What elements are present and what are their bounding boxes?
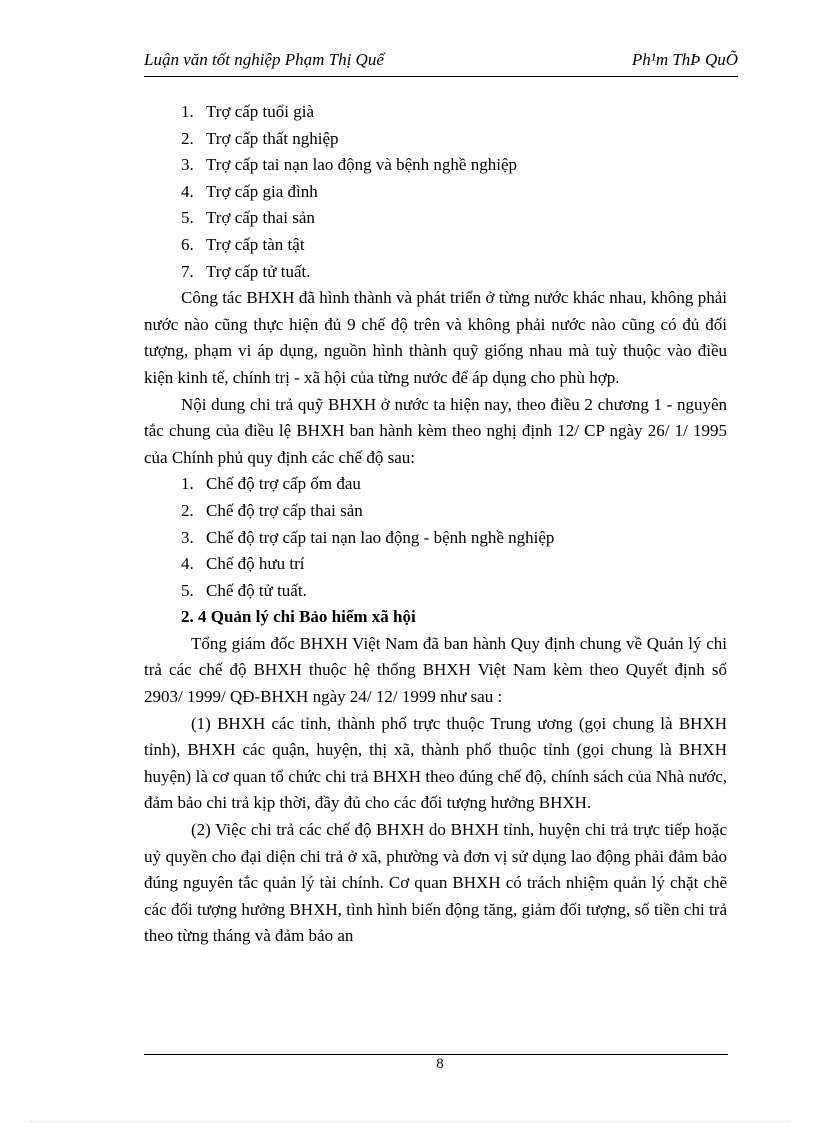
- paragraph: (1) BHXH các tỉnh, thành phố trực thuộc Trung ương (gọi chung là BHXH tỉnh), BHXH các quận, huyện, thị xã, thành phố thuộc tỉnh (gọi chung là BHXH huyện) là cơ quan tổ chức chi trả BHXH theo đúng chế độ, chính sách của Nhà nước, đảm bảo chi trả kịp thời, đầy đủ cho các đối tượng hưởng BHXH.: [144, 713, 727, 813]
- page-header: [144, 50, 738, 77]
- page-number: 8: [436, 1056, 444, 1072]
- list-item: 1. Trợ cấp tuổi già: [181, 102, 314, 121]
- list-item: 1. Chế độ trợ cấp ốm đau: [181, 474, 361, 494]
- list-item: 2. Trợ cấp thất nghiệp: [181, 128, 339, 148]
- header-title: Luận văn tốt nghiệp Phạm Thị Quế: [144, 50, 384, 69]
- list-item: 5. Trợ cấp thai sản: [181, 208, 315, 228]
- list-item: 5. Chế độ tử tuất.: [181, 580, 307, 600]
- list-item: 7. Trợ cấp tử tuất.: [181, 261, 311, 281]
- list-item: 3. Trợ cấp tai nạn lao động và bệnh nghề nghiệp: [181, 155, 517, 175]
- header-author: Ph¹m ThÞ QuÕ: [631, 50, 738, 69]
- list-item: 2. Chế độ trợ cấp thai sản: [181, 500, 363, 520]
- paragraph: Tổng giám đốc BHXH Việt Nam đã ban hành Quy định chung về Quản lý chi trả các chế độ BHXH thuộc hệ thống BHXH Việt Nam kèm theo Quyết định số 2903/ 1999/ QĐ-BHXH ngày 24/ 12/ 1999 như sau :: [144, 633, 727, 707]
- regime-list: [144, 471, 727, 604]
- list-item: 6. Trợ cấp tàn tật: [181, 234, 305, 254]
- list-item: 4. Chế độ hưu trí: [181, 554, 305, 574]
- document-body: [144, 99, 727, 950]
- paragraph: Công tác BHXH đã hình thành và phát triển ở từng nước khác nhau, không phải nước nào cũng thực hiện đủ 9 chế độ trên và không phải nước nào cũng có đủ đối tượng, phạm vi áp dụng, nguồn hình thành quỹ giống nhau mà tuỳ thuộc vào điều kiện kinh tế, chính trị - xã hội của từng nước để áp dụng cho phù hợp.: [144, 288, 727, 387]
- list-item: 4. Trợ cấp gia đình: [181, 181, 318, 201]
- benefit-list: [144, 99, 727, 285]
- paragraph: Nội dung chi trả quỹ BHXH ở nước ta hiện nay, theo điều 2 chương 1 - nguyên tắc chung của điều lệ BHXH ban hành kèm theo nghị định 12/ CP ngày 26/ 1/ 1995 của Chính phủ quy định các chế độ sau:: [144, 394, 727, 467]
- footer-divider: [144, 1054, 728, 1055]
- list-item: 3. Chế độ trợ cấp tai nạn lao động - bệnh nghề nghiệp: [181, 527, 555, 547]
- section-heading: 2. 4 Quản lý chi Bảo hiểm xã hội: [181, 607, 416, 627]
- paragraph: (2) Việc chi trả các chế độ BHXH do BHXH tỉnh, huyện chi trả trực tiếp hoặc uỷ quyền cho đại diện chi trả ở xã, phường và đơn vị sử dụng lao động phải đảm bảo đúng nguyên tắc quản lý tài chính. Cơ quan BHXH có trách nhiệm quản lý chặt chẽ các đối tượng hưởng BHXH, tình hình biến động tăng, giảm đối tượng, số tiền chi trả theo từng tháng và đảm bảo an: [144, 820, 727, 946]
